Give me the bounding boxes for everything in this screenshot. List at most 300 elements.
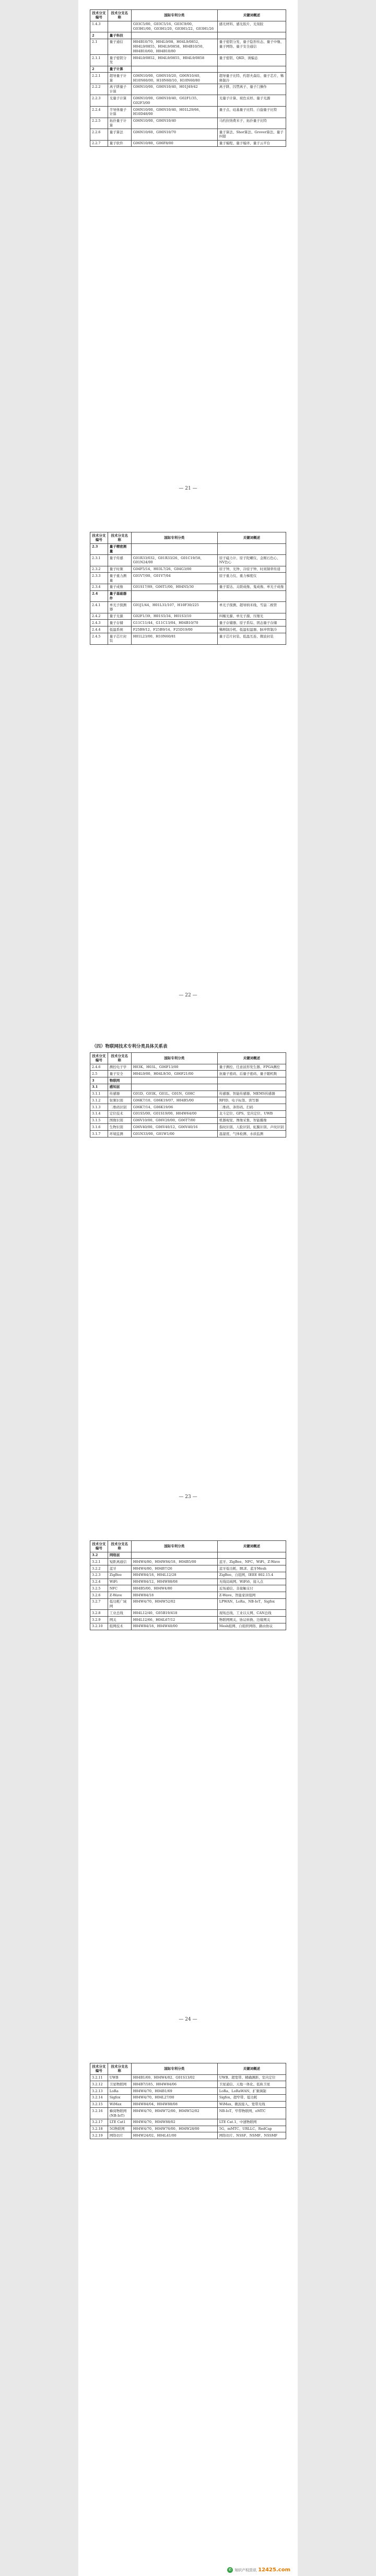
ipc-cell: H04W4/70、H04L27/00	[131, 2094, 217, 2101]
keywords-cell: RFID、电子标签、读写器	[217, 1097, 286, 1104]
keywords-cell: 光量子计算、玻色采样、量子光源	[217, 95, 286, 107]
page-content	[78, 1029, 298, 1142]
keywords-cell: 原子磁力计、原子陀螺仪、金刚石色心、NV色心	[217, 555, 286, 566]
ipc-cell	[131, 32, 217, 39]
table-row	[90, 543, 286, 555]
table-row	[90, 2119, 286, 2126]
keywords-cell: Z-Wave、智能家居组网	[217, 1592, 286, 1599]
branch-code-cell: 3.2.1	[90, 1559, 108, 1565]
keywords-cell: LPWAN、LoRa、NB-IoT、Sigfox	[217, 1598, 286, 1610]
table-header	[90, 1541, 286, 1552]
table-row	[90, 107, 286, 118]
ipc-cell: H04W84/04、H04W88/08	[131, 2101, 217, 2108]
branch-name-cell: 超导量子计算	[108, 73, 131, 84]
document-page	[78, 523, 298, 1029]
table-row	[90, 1071, 286, 1077]
section-heading: （四）物联网技术专利分类具体关系表	[92, 1044, 168, 1049]
branch-code-cell: 2.4.2	[90, 613, 108, 620]
branch-name-cell: 感知层	[108, 1084, 131, 1090]
ipc-cell: G06N10/80、G06F8/00	[131, 140, 217, 147]
keywords-cell: 5G、mMTC、URLLC、RedCap	[217, 2126, 286, 2132]
branch-code-cell: 3.1.7	[90, 1131, 108, 1138]
column-header: 技术分支编号	[90, 10, 108, 21]
ipc-cell: F25B9/12、F25B9/14、F25D19/00	[131, 626, 217, 633]
keywords-cell: NB-IoT、窄带物联网、eMTC	[217, 2108, 286, 2119]
branch-code-cell: 3.1.1	[90, 1090, 108, 1097]
table-row	[90, 626, 286, 633]
classification-table	[90, 1052, 286, 1138]
keywords-cell: 离子阱、囚禁离子、量子门操作	[217, 84, 286, 95]
ipc-cell: G06N10/00、G06N10/40、H01L29/66、H10D48/00	[131, 107, 217, 118]
keywords-cell: 量子密钥、QKD、诱骗态	[217, 55, 286, 66]
keywords-cell: Mesh组网、自组织网络、路由协议	[217, 1623, 286, 1630]
document-page	[78, 0, 298, 523]
branch-name-cell: 光量子计算	[108, 95, 131, 107]
keywords-cell: 量子算法、Shor算法、Grover算法、量子纠错	[217, 129, 286, 141]
keywords-cell	[217, 590, 286, 602]
ipc-cell: G01J1/44、H01L31/107、H10F30/225	[131, 602, 217, 613]
ipc-cell	[131, 66, 217, 73]
branch-code-cell: 3.1.3	[90, 1104, 108, 1111]
keywords-cell: 传感器、智能传感器、MEMS传感器	[217, 1090, 286, 1097]
ipc-cell: H03K、H03L、G06F13/00	[131, 1064, 217, 1071]
table-row	[90, 602, 286, 613]
branch-code-cell: 3.2.6	[90, 1592, 108, 1599]
wechat-icon: ✆	[227, 2567, 233, 2573]
table-header	[90, 532, 286, 544]
ipc-cell	[131, 1077, 217, 1084]
keywords-cell: 量子密钥分发、量子隐形传态、量子中继、量子网络、量子安全通信	[217, 39, 286, 54]
document-page	[78, 1531, 298, 2053]
column-header: 关键词概述	[217, 2063, 286, 2075]
table-row	[90, 590, 286, 602]
branch-code-cell: 3.2.3	[90, 1572, 108, 1579]
keywords-cell	[217, 66, 286, 73]
column-header: 国际专利分类	[131, 532, 217, 544]
page-number: — 21 —	[179, 486, 197, 491]
branch-name-cell: UWB	[108, 2074, 131, 2081]
branch-code-cell: 2.1	[90, 39, 108, 54]
branch-name-cell: Sigfox	[108, 2094, 131, 2101]
keywords-cell: 网络切片、NSSF、NSMF、NSSMF	[217, 2132, 286, 2139]
branch-name-cell: 量子基础器件	[108, 590, 131, 602]
branch-code-cell: 3.1.4	[90, 1110, 108, 1117]
column-header: 技术分支编号	[90, 1541, 108, 1552]
ipc-cell: G11C11/44、G11C13/04、H04B10/70	[131, 620, 217, 626]
keywords-cell: ZigBee、自组网、IEEE 802.15.4	[217, 1572, 286, 1579]
column-header: 关键词概述	[217, 532, 286, 544]
branch-name-cell: 测控电子学	[108, 1064, 131, 1071]
page-content	[78, 1531, 298, 1634]
table-row	[90, 1090, 286, 1097]
table-row	[90, 573, 286, 584]
table-row	[90, 2108, 286, 2119]
table-row	[90, 129, 286, 141]
table-header-row	[90, 1053, 286, 1064]
branch-code-cell: 3.1	[90, 1084, 108, 1090]
branch-name-cell	[108, 21, 131, 32]
branch-code-cell: 3.2.5	[90, 1585, 108, 1592]
branch-name-cell: 量子密钥分发	[108, 55, 131, 66]
page-content	[78, 523, 298, 649]
ipc-cell: H04W84/18、H04L12/28	[131, 1572, 217, 1579]
document-page	[78, 1029, 298, 1531]
table-row	[90, 566, 286, 573]
ipc-cell: H04L9/00、H04L9/30、G06F21/00	[131, 1071, 217, 1077]
table-row	[90, 633, 286, 645]
branch-name-cell: 量子光源	[108, 613, 131, 620]
keywords-cell: 纠缠光源、单光子源、压缩光	[217, 613, 286, 620]
ipc-cell: H04W4/70、H04B1/69	[131, 2088, 217, 2095]
branch-name-cell: 定位技术	[108, 1110, 131, 1117]
branch-code-cell: 3.1.6	[90, 1124, 108, 1131]
column-header: 关键词概述	[217, 10, 286, 21]
table-header-row	[90, 1541, 286, 1552]
keywords-cell: 原子钟、光钟、冷原子钟、时间频率传递	[217, 566, 286, 573]
ipc-cell: H04L12/40、G05B19/418	[131, 1610, 217, 1617]
branch-name-cell: 网络层	[108, 1552, 131, 1559]
column-header: 国际专利分类	[131, 1053, 217, 1064]
column-header: 技术分支名称	[108, 2063, 131, 2075]
branch-code-cell: 3.2.11	[90, 2074, 108, 2081]
branch-name-cell: 环境监测	[108, 1131, 131, 1138]
table-row	[90, 2101, 286, 2108]
table-row	[90, 2081, 286, 2088]
ipc-cell: G01S5/00、G01S19/00、H04W64/00	[131, 1110, 217, 1117]
keywords-cell	[217, 1084, 286, 1090]
ipc-cell: H04B1/69、H04W4/02、G01S13/02	[131, 2074, 217, 2081]
branch-code-cell: 3.2.18	[90, 2126, 108, 2132]
branch-name-cell: LTE Cat1	[108, 2119, 131, 2126]
ipc-cell: G06K7/14、G06K19/06	[131, 1104, 217, 1111]
table-row	[90, 73, 286, 84]
branch-code-cell: 3.2.10	[90, 1623, 108, 1630]
branch-name-cell: NFC	[108, 1585, 131, 1592]
branch-code-cell: 3.2.2	[90, 1565, 108, 1572]
branch-name-cell: 量子计算	[108, 66, 131, 73]
ipc-cell: H04L12/66、H04L67/12	[131, 1617, 217, 1623]
branch-name-cell: ZigBee	[108, 1572, 131, 1579]
branch-name-cell: 量子芯片封装	[108, 633, 131, 645]
branch-name-cell: 组网技术	[108, 1623, 131, 1630]
table-row	[90, 1552, 286, 1559]
branch-code-cell: 2	[90, 66, 108, 73]
branch-name-cell: 射频识别	[108, 1097, 131, 1104]
ipc-cell: G01N33/00、G01W1/00	[131, 1131, 217, 1138]
keywords-cell: 单光子探测、超导纳米线、雪崩二极管	[217, 602, 286, 613]
branch-code-cell: 3.2.15	[90, 2101, 108, 2108]
keywords-cell: Sigfox、超窄带、低功耗	[217, 2094, 286, 2101]
table-row	[90, 613, 286, 620]
branch-code-cell: 2.4.3	[90, 620, 108, 626]
table-row	[90, 2094, 286, 2101]
column-header: 关键词概述	[217, 1541, 286, 1552]
table-row	[90, 1110, 286, 1117]
keywords-cell: 抗量子密码、后量子密码、量子随机数	[217, 1071, 286, 1077]
branch-code-cell: 3.2.13	[90, 2088, 108, 2095]
ipc-cell: H04W4/70、H04W72/00、H04W52/02	[131, 2108, 217, 2119]
table-row	[90, 1617, 286, 1623]
classification-table	[90, 9, 286, 147]
document-page	[78, 2053, 298, 2576]
branch-name-cell: 单光子探测器	[108, 602, 131, 613]
branch-name-cell: 卫星物联网	[108, 2081, 131, 2088]
branch-name-cell: 量子安全	[108, 1071, 131, 1077]
ipc-cell	[131, 1084, 217, 1090]
ipc-cell: H04W84/12、H04W88/08	[131, 1579, 217, 1585]
table-row	[90, 1585, 286, 1592]
branch-name-cell: 工业总线	[108, 1610, 131, 1617]
branch-code-cell: 2.4.6	[90, 1064, 108, 1071]
table-row	[90, 1104, 286, 1111]
keywords-cell: 物联网网关、协议转换、边缘网关	[217, 1617, 286, 1623]
branch-name-cell: 离子阱量子计算	[108, 84, 131, 95]
keywords-cell: WiMax、微波接入、宽带无线	[217, 2101, 286, 2108]
ipc-cell: H04W4/80、H04B7/26	[131, 1565, 217, 1572]
table-body	[90, 543, 286, 644]
ipc-cell: H04B5/00、H04W4/80	[131, 1585, 217, 1592]
table-row	[90, 1084, 286, 1090]
branch-name-cell: 量子传感	[108, 555, 131, 566]
table-row	[90, 620, 286, 626]
classification-table	[90, 532, 286, 645]
ipc-cell: G01S17/89、G06T1/00、H04N5/30	[131, 584, 217, 590]
branch-code-cell: 3.2.12	[90, 2081, 108, 2088]
branch-code-cell: 3.2.4	[90, 1579, 108, 1585]
watermark-text: 知识产权资讯	[234, 2568, 257, 2572]
table-row	[90, 32, 286, 39]
ipc-cell	[131, 1552, 217, 1559]
table-row	[90, 1623, 286, 1630]
branch-name-cell: 量子软件	[108, 140, 131, 147]
ipc-cell	[131, 543, 217, 555]
branch-code-cell: 2.2.7	[90, 140, 108, 147]
ipc-cell: G01R33/032、G01R33/26、G01C19/58、G01N24/00	[131, 555, 217, 566]
branch-name-cell: WiFi	[108, 1579, 131, 1585]
keywords-cell: LoRa、LoRaWAN、扩频调制	[217, 2088, 286, 2095]
keywords-cell	[217, 1552, 286, 1559]
column-header: 技术分支名称	[108, 10, 131, 21]
branch-code-cell: 3.2.9	[90, 1617, 108, 1623]
branch-code-cell: 2.4.5	[90, 633, 108, 645]
table-row	[90, 2132, 286, 2139]
branch-name-cell: 低温系统	[108, 626, 131, 633]
branch-code-cell: 3.2.7	[90, 1598, 108, 1610]
column-header: 技术分支编号	[90, 2063, 108, 2075]
ipc-cell: G01D、G01K、G01L、G01N、G08C	[131, 1090, 217, 1097]
column-header: 技术分支编号	[90, 1053, 108, 1064]
table-row	[90, 1579, 286, 1585]
branch-code-cell: 2.3.4	[90, 584, 108, 590]
branch-code-cell: 1.4.3	[90, 21, 108, 32]
keywords-cell: 量子编程、量子编译、量子云平台	[217, 140, 286, 147]
branch-code-cell: 2.2.4	[90, 107, 108, 118]
ipc-cell: H04W4/80、H04W84/18、H04B5/00	[131, 1559, 217, 1565]
keywords-cell: 感光材料、感光胶片、光刻胶	[217, 21, 286, 32]
column-header: 国际专利分类	[131, 2063, 217, 2075]
keywords-cell: 量子雷达、关联成像、鬼成像、单光子成像	[217, 584, 286, 590]
branch-name-cell: 量子时频	[108, 566, 131, 573]
ipc-cell: H04L9/0852、H04L9/0855、H04L9/0858	[131, 55, 217, 66]
branch-name-cell: 网络切片	[108, 2132, 131, 2139]
page-content	[78, 0, 298, 151]
keywords-cell: 机器视觉、图像采集、智能摄像	[217, 1117, 286, 1124]
branch-code-cell: 3.2.8	[90, 1610, 108, 1617]
branch-code-cell: 2.4	[90, 590, 108, 602]
ipc-cell: G06V10/00、G06V20/00、G06T7/00	[131, 1117, 217, 1124]
branch-code-cell: 2.1.1	[90, 55, 108, 66]
branch-code-cell: 3.2	[90, 1552, 108, 1559]
branch-name-cell: 传感器	[108, 1090, 131, 1097]
keywords-cell	[217, 32, 286, 39]
column-header: 国际专利分类	[131, 1541, 217, 1552]
branch-name-cell: 量子算法	[108, 129, 131, 141]
table-row	[90, 1117, 286, 1124]
branch-name-cell: 图像识别	[108, 1117, 131, 1124]
watermark-site: 12425.com	[258, 2567, 290, 2573]
keywords-cell: 稀释制冷机、低温恒温器、脉冲管制冷	[217, 626, 286, 633]
page-content	[78, 2053, 298, 2143]
keywords-cell: 马约拉纳费米子、拓扑量子比特	[217, 118, 286, 129]
branch-code-cell: 2	[90, 32, 108, 39]
branch-code-cell: 2.3.3	[90, 573, 108, 584]
keywords-cell: 超导量子比特、约瑟夫森结、量子芯片、稀释制冷	[217, 73, 286, 84]
table-header	[90, 1053, 286, 1064]
ipc-cell: H04W84/18	[131, 1592, 217, 1599]
branch-code-cell: 2.2.2	[90, 84, 108, 95]
table-row	[90, 118, 286, 129]
branch-code-cell: 2.3.2	[90, 566, 108, 573]
table-body	[90, 1552, 286, 1630]
table-row	[90, 55, 286, 66]
branch-code-cell: 2.4.1	[90, 602, 108, 613]
branch-code-cell: 2.3	[90, 543, 108, 555]
ipc-cell: G06N10/60、G06N10/70	[131, 129, 217, 141]
table-row	[90, 1572, 286, 1579]
branch-name-cell: 低功耗广域网	[108, 1598, 131, 1610]
ipc-cell: G04F5/14、H03L7/26、G04G3/00	[131, 566, 217, 573]
ipc-cell: G06N10/00、G06N10/40	[131, 118, 217, 129]
branch-name-cell: 网关	[108, 1617, 131, 1623]
keywords-cell: 量子芯片封装、低温互连、微波封装	[217, 633, 286, 645]
table-row	[90, 1131, 286, 1138]
keywords-cell: 原子重力仪、重力梯度仪	[217, 573, 286, 584]
keywords-cell: 蓝牙低功耗、BLE、蓝牙Mesh	[217, 1565, 286, 1572]
ipc-cell: H04W4/70、H04W76/00、H04W28/00	[131, 2126, 217, 2132]
branch-name-cell: 5G物联网	[108, 2126, 131, 2132]
table-row	[90, 1097, 286, 1104]
table-row	[90, 2126, 286, 2132]
branch-name-cell: 量子通信	[108, 39, 131, 54]
table-row	[90, 39, 286, 54]
table-row	[90, 1565, 286, 1572]
branch-code-cell: 2.3.1	[90, 555, 108, 566]
ipc-cell: H04W4/70、H04W88/02	[131, 2119, 217, 2126]
ipc-cell	[131, 590, 217, 602]
branch-name-cell: 量子重力测量	[108, 573, 131, 584]
table-header-row	[90, 2063, 286, 2075]
ipc-cell: G06V40/00、G06V40/12、G06V40/16	[131, 1124, 217, 1131]
classification-table	[90, 2063, 286, 2139]
page-number: — 23 —	[179, 1494, 197, 1500]
branch-code-cell: 3.2.19	[90, 2132, 108, 2139]
branch-name-cell: 短距离通信	[108, 1559, 131, 1565]
branch-code-cell: 3	[90, 1077, 108, 1084]
branch-name-cell: 量子科技	[108, 32, 131, 39]
table-row	[90, 1077, 286, 1084]
branch-name-cell: 生物识别	[108, 1124, 131, 1131]
table-row	[90, 1559, 286, 1565]
column-header: 技术分支名称	[108, 1541, 131, 1552]
table-row	[90, 555, 286, 566]
page-number: — 22 —	[179, 993, 197, 998]
keywords-cell: 二维码、条形码、扫码	[217, 1104, 286, 1111]
keywords-cell	[217, 1077, 286, 1084]
branch-name-cell: 蓝牙	[108, 1565, 131, 1572]
table-header-row	[90, 532, 286, 544]
branch-name-cell: 量子精密测量	[108, 543, 131, 555]
ipc-cell: H01L23/00、H10N60/81	[131, 633, 217, 645]
column-header: 关键词概述	[217, 1053, 286, 1064]
page-number: — 24 —	[179, 2017, 197, 2022]
branch-code-cell: 2.2.3	[90, 95, 108, 107]
table-row	[90, 84, 286, 95]
table-row	[90, 1592, 286, 1599]
keywords-cell: 蓝牙、ZigBee、NFC、WiFi、Z-Wave	[217, 1559, 286, 1565]
keywords-cell: 指纹识别、人脸识别、虹膜识别、声纹识别	[217, 1124, 286, 1131]
table-row	[90, 66, 286, 73]
ipc-cell: H04W24/02、H04L41/00	[131, 2132, 217, 2139]
column-header: 技术分支编号	[90, 532, 108, 544]
ipc-cell: G02F1/39、H01S5/34、H01S3/10	[131, 613, 217, 620]
ipc-cell: G06K7/10、G06K19/07、H04B5/00	[131, 1097, 217, 1104]
branch-code-cell: 2.2.6	[90, 129, 108, 141]
keywords-cell: 量子测控、任意波形发生器、FPGA测控	[217, 1064, 286, 1071]
keywords-cell: 现场总线、工业以太网、CAN总线	[217, 1610, 286, 1617]
ipc-cell: G03C5/00、G03C5/16、G03C9/00、G03H1/00、G03H1/20、G03H1/22、G03H1/26	[131, 21, 217, 32]
ipc-cell: G06N10/00、G06N10/20、G06N10/40、H10N60/00、H10N60/10、H10N60/80	[131, 73, 217, 84]
keywords-cell: 无线局域网、WiFi6、接入点	[217, 1579, 286, 1585]
table-row	[90, 1124, 286, 1131]
table-row	[90, 1610, 286, 1617]
keywords-cell: 北斗定位、GPS、室内定位、UWB	[217, 1110, 286, 1117]
table-header	[90, 10, 286, 21]
ipc-cell: H04W84/18、H04W40/00	[131, 1623, 217, 1630]
keywords-cell: 近场通信、非接触支付	[217, 1585, 286, 1592]
branch-code-cell: 3.1.2	[90, 1097, 108, 1104]
column-header: 国际专利分类	[131, 10, 217, 21]
table-body	[90, 2074, 286, 2139]
branch-name-cell: 拓扑量子计算	[108, 118, 131, 129]
keywords-cell: UWB、超宽带、精确测距、室内定位	[217, 2074, 286, 2081]
table-body	[90, 21, 286, 147]
table-body	[90, 1064, 286, 1137]
branch-code-cell: 2.2.5	[90, 118, 108, 129]
watermark	[227, 2567, 290, 2573]
table-header	[90, 2063, 286, 2075]
ipc-cell: G06N10/00、G06N10/40、H01J49/42	[131, 84, 217, 95]
keywords-cell	[217, 543, 286, 555]
keywords-cell: 卫星通信、天地一体化、低轨卫星	[217, 2081, 286, 2088]
branch-name-cell: WiMax	[108, 2101, 131, 2108]
ipc-cell: H04B10/70、H04L9/08、H04L9/0852、H04L9/0855、H04L9/0858、H04B10/50、H04B10/60、H04B10/80	[131, 39, 217, 54]
ipc-cell: H04W4/70、H04W52/02	[131, 1598, 217, 1610]
branch-name-cell: 蜂窝物联网(NB-IoT)	[108, 2108, 131, 2119]
classification-table	[90, 1540, 286, 1630]
ipc-cell: G06N10/00、G06N10/40、G02F1/35、G02F3/00	[131, 95, 217, 107]
table-row	[90, 2074, 286, 2081]
column-header: 技术分支名称	[108, 1053, 131, 1064]
